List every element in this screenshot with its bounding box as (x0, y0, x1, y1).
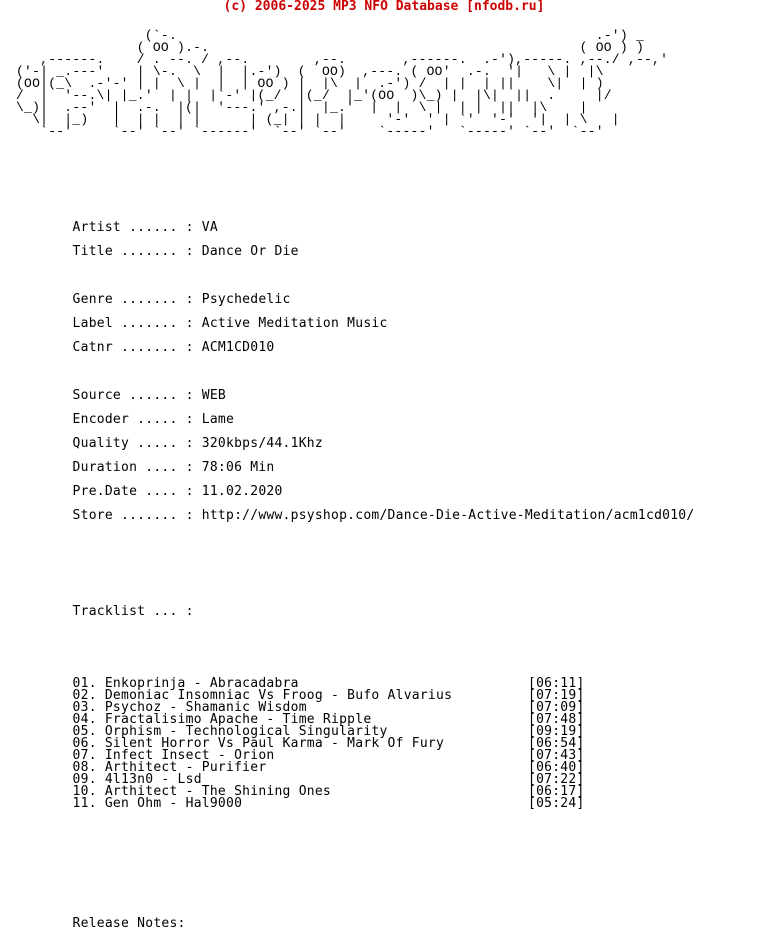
label-value: Active Meditation Music (201, 316, 388, 331)
ascii-art-logo: (`-. .-') _ ( OO ).-. ( OO ) ) ,------. / . --. / ,--. ,--. ,------. .-'),-----. ,--./ ,--,' ('-| _.---' | \-. \ | |.-') ( OO) ,---. ( OO' .-. '| \ | |\ (OO|(_\ .-'-' | | \ | | | OO ) | |\ | .-') / | | | || \| | ) / | '--.\| |_.' | | |`-' |(_/ |(_/ |_'(OO )\_) | |\| || . |/ \_)| .--' | .-. |(| '---.' ,-.| |_.' | | \ | | | || |\ | \| |_) | | | | | | (_| | | | '-' ' | `' '-' '| | \ | `--' `--' `--' `------' `--' `--' `-----' `-----' `--' `--' (16, 28, 669, 139)
track-duration: [05:24] (528, 796, 585, 811)
predate-label: Pre.Date .... : (72, 484, 194, 499)
track-number: 02. (72, 688, 97, 703)
track-title: Silent Horror Vs Paul Karma - Mark Of Fury (104, 736, 445, 751)
track-duration: [06:17] (528, 784, 585, 799)
store-link[interactable]: http://www.psyshop.com/Dance-Die-Active-Meditation/acm1cd010/ (201, 508, 695, 523)
track-title: Arthitect - Purifier (104, 760, 267, 775)
catnr-value: ACM1CD010 (201, 340, 275, 355)
track-title: Fractalisimo Apache - Time Ripple (104, 712, 372, 727)
encoder-value: Lame (201, 412, 235, 427)
track-number: 08. (72, 760, 97, 775)
tracklist (16, 678, 694, 810)
tracklist-heading-row (16, 606, 694, 618)
track-title: 4l13n0 - Lsd (104, 772, 202, 787)
track-title: Demoniac Insomniac Vs Froog - Bufo Alvarius (104, 688, 453, 703)
genre-row (16, 294, 694, 306)
duration-value: 78:06 Min (201, 460, 275, 475)
title-label: Title ....... : (72, 244, 194, 259)
quality-row (16, 438, 694, 450)
release-notes-heading: Release Notes: (72, 916, 186, 931)
genre-label: Genre ....... : (72, 292, 194, 307)
nfo-document (16, 18, 694, 942)
encoder-row (16, 414, 694, 426)
title-row (16, 246, 694, 258)
track-number: 09. (72, 772, 97, 787)
track-title: Arthitect - The Shining Ones (104, 784, 332, 799)
predate-value: 11.02.2020 (201, 484, 283, 499)
track-number: 04. (72, 712, 97, 727)
store-label: Store ....... : (72, 508, 194, 523)
artist-value: VA (201, 220, 218, 235)
track-duration: [07:19] (528, 688, 585, 703)
store-row (16, 510, 694, 522)
duration-label: Duration .... : (72, 460, 194, 475)
track-duration: [07:09] (528, 700, 585, 715)
title-value: Dance Or Die (201, 244, 299, 259)
track-duration: [06:54] (528, 736, 585, 751)
track-duration: [06:40] (528, 760, 585, 775)
track-title: Infect Insect - Orion (104, 748, 275, 763)
track-number: 06. (72, 736, 97, 751)
genre-value: Psychedelic (201, 292, 291, 307)
track-title: Gen Ohm - Hal9000 (104, 796, 243, 811)
duration-row (16, 462, 694, 474)
track-title: Enkoprinja - Abracadabra (104, 676, 299, 691)
quality-label: Quality ..... : (72, 436, 194, 451)
predate-row (16, 486, 694, 498)
artist-label: Artist ...... : (72, 220, 194, 235)
track-number: 01. (72, 676, 97, 691)
track-number: 11. (72, 796, 97, 811)
label-row (16, 318, 694, 330)
track-duration: [07:22] (528, 772, 585, 787)
track-title: Psychoz - Shamanic Wisdom (104, 700, 307, 715)
source-label: Source ...... : (72, 388, 194, 403)
catnr-label: Catnr ....... : (72, 340, 194, 355)
track-number: 07. (72, 748, 97, 763)
catnr-row (16, 342, 694, 354)
track-number: 10. (72, 784, 97, 799)
release-notes-row (16, 918, 694, 930)
track-number: 05. (72, 724, 97, 739)
track-duration: [06:11] (528, 676, 585, 691)
track-title: Orphism - Technological Singularity (104, 724, 388, 739)
nfodb-credit-header: (c) 2006-2025 MP3 NFO Database [nfodb.ru] (223, 0, 545, 14)
track-row (16, 798, 694, 810)
encoder-label: Encoder ..... : (72, 412, 194, 427)
track-number: 03. (72, 700, 97, 715)
artist-row (16, 222, 694, 234)
track-duration: [09:19] (528, 724, 585, 739)
label-label: Label ....... : (72, 316, 194, 331)
source-value: WEB (201, 388, 227, 403)
tracklist-heading: Tracklist ... : (72, 604, 194, 619)
track-duration: [07:48] (528, 712, 585, 727)
quality-value: 320kbps/44.1Khz (201, 436, 323, 451)
track-duration: [07:43] (528, 748, 585, 763)
source-row (16, 390, 694, 402)
